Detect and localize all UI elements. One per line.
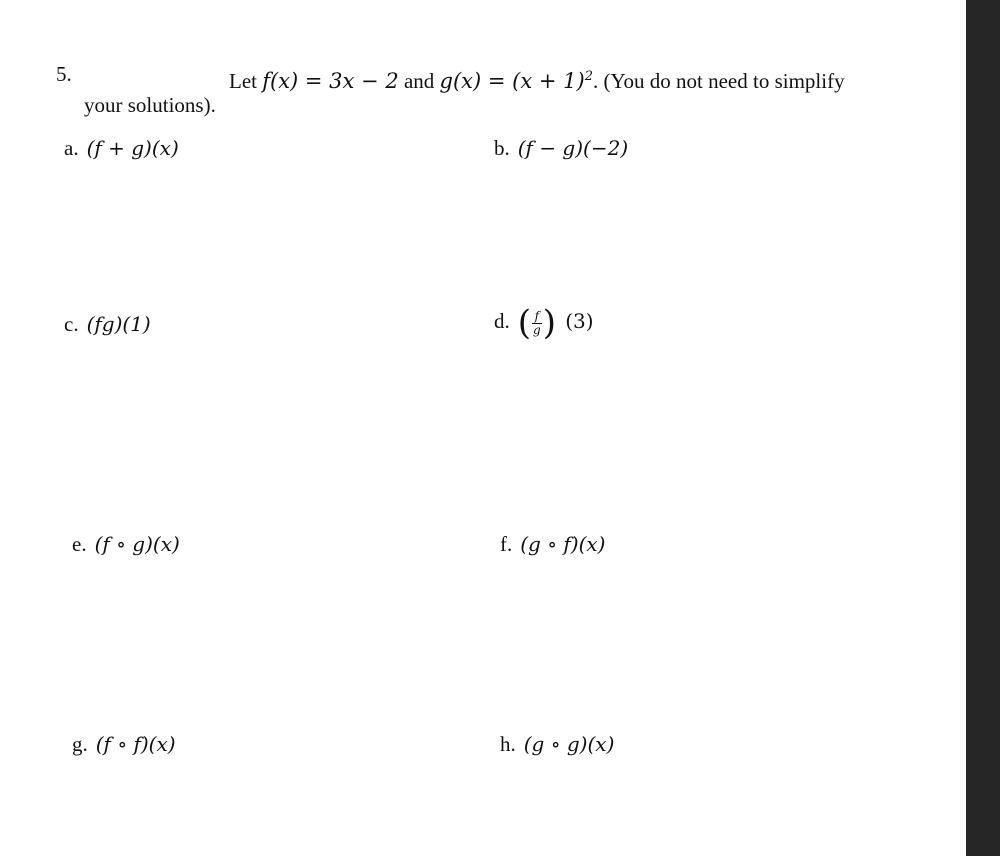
part-b-expression: (f − g)(−2) <box>517 136 629 160</box>
part-a-expression: (f + g)(x) <box>86 136 179 160</box>
part-g <box>72 732 176 757</box>
part-f <box>500 532 605 557</box>
part-c-label: c. <box>64 312 79 336</box>
part-h <box>500 732 614 757</box>
left-paren: ( <box>517 303 532 343</box>
intro-prefix: Let <box>229 69 263 93</box>
fraction-denominator: g <box>533 322 541 337</box>
part-b-label: b. <box>494 136 510 160</box>
part-e-expression: (f ∘ g)(x) <box>94 532 180 556</box>
intro-suffix: . (You do not need to simplify <box>592 69 845 93</box>
part-g-label: g. <box>72 732 88 756</box>
part-c <box>64 312 151 337</box>
part-d <box>494 303 594 343</box>
fraction <box>532 310 542 337</box>
part-b <box>494 136 628 161</box>
g-definition: g(x) = (x + 1) <box>439 69 585 93</box>
part-g-expression: (f ∘ f)(x) <box>95 732 176 756</box>
part-f-expression: (g ∘ f)(x) <box>520 532 606 556</box>
part-c-expression: (fg)(1) <box>86 312 151 336</box>
part-d-fraction <box>517 303 556 343</box>
right-edge-strip <box>966 0 1000 856</box>
problem-statement-line-1 <box>229 62 845 96</box>
part-e <box>72 532 180 557</box>
part-e-label: e. <box>72 532 87 556</box>
part-h-label: h. <box>500 732 516 756</box>
fraction-numerator: f <box>532 310 542 324</box>
part-d-argument: (3) <box>565 308 594 333</box>
f-definition: f(x) = 3x − 2 <box>262 69 399 93</box>
part-f-label: f. <box>500 532 513 556</box>
part-h-expression: (g ∘ g)(x) <box>523 732 615 756</box>
problem-number: 5. <box>56 62 72 86</box>
and-word: and <box>398 69 440 93</box>
part-a-label: a. <box>64 136 79 160</box>
problem-statement-line-2: your solutions). <box>84 93 216 117</box>
right-paren: ) <box>542 303 556 343</box>
part-a <box>64 136 179 161</box>
part-d-label: d. <box>494 308 510 333</box>
g-exponent: 2 <box>584 69 593 84</box>
